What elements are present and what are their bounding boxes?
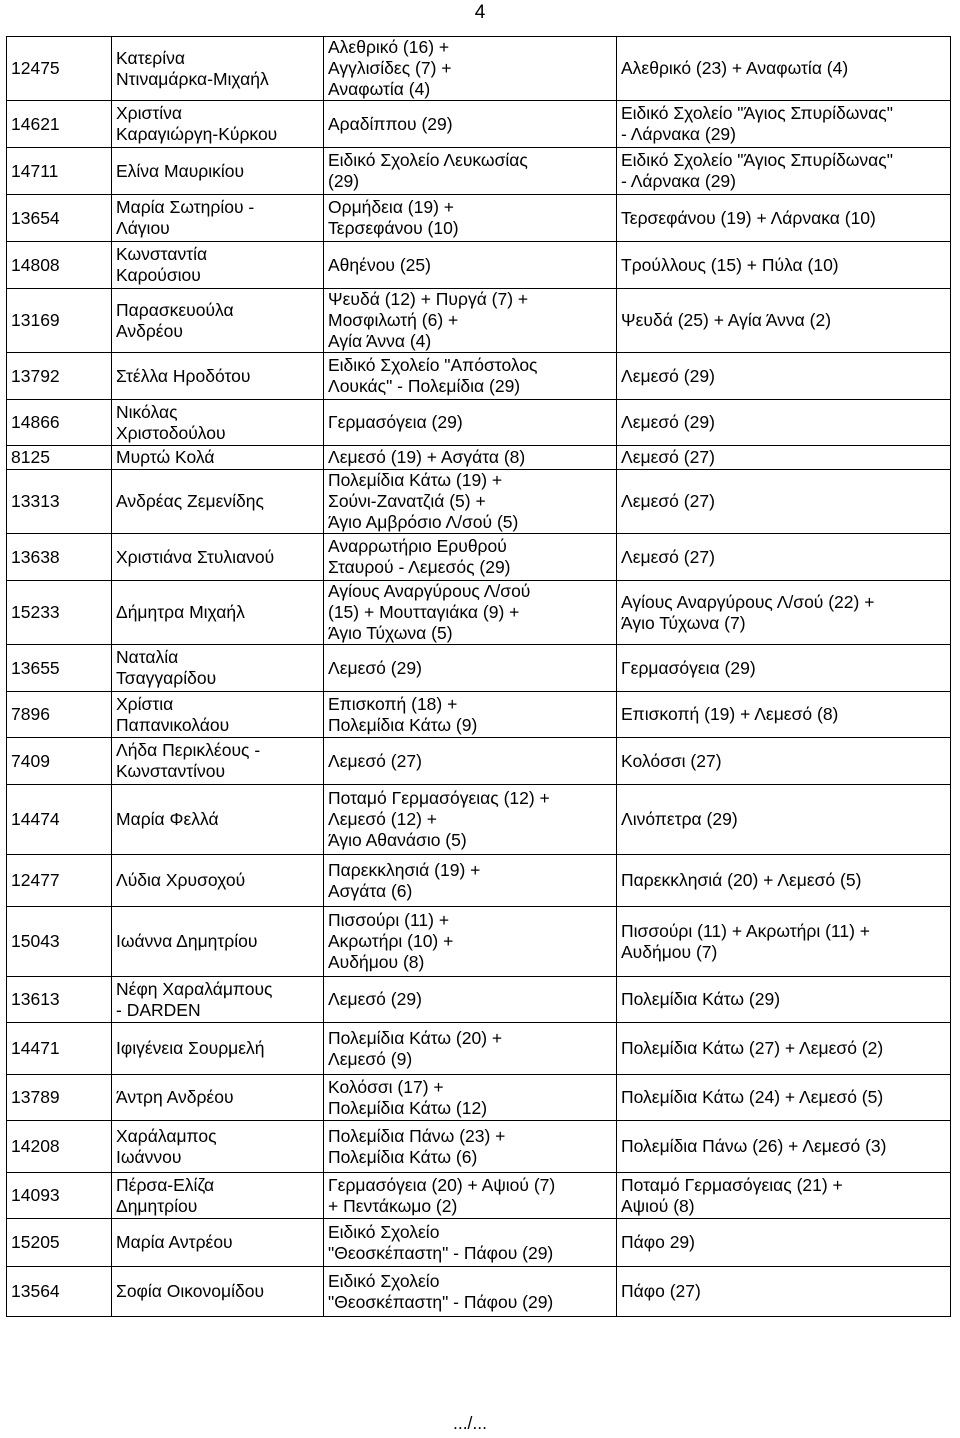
- table-row: [7, 1121, 951, 1173]
- preferred-cell: Γερμασόγεια (29): [617, 645, 951, 692]
- continuation-mark: .../...: [452, 1413, 488, 1433]
- name-cell: Χριστιάνα Στυλιανού: [112, 534, 324, 581]
- code-cell: 14474: [7, 785, 112, 855]
- code-cell: 7409: [7, 738, 112, 785]
- code-cell: 15043: [7, 907, 112, 977]
- preferred-cell: Ψευδά (25) + Αγία Άννα (2): [617, 289, 951, 353]
- preferred-cell: Αγίους Αναργύρους Λ/σού (22) + Άγιο Τύχωνα (7): [617, 581, 951, 645]
- code-cell: 13638: [7, 534, 112, 581]
- name-cell: Λήδα Περικλέους - Κωνσταντίνου: [112, 738, 324, 785]
- preferred-cell: Αλεθρικό (23) + Αναφωτία (4): [617, 37, 951, 101]
- preferred-cell: Λεμεσό (27): [617, 446, 951, 470]
- name-cell: Πέρσα-Ελίζα Δημητρίου: [112, 1173, 324, 1219]
- preferred-cell: Πολεμίδια Κάτω (29): [617, 977, 951, 1023]
- assigned-cell: Ειδικό Σχολείο "Θεοσκέπαστη" - Πάφου (29): [324, 1267, 617, 1317]
- preferred-cell: Ειδικό Σχολείο "Άγιος Σπυρίδωνας" - Λάρνακα (29): [617, 148, 951, 195]
- preferred-cell: Λεμεσό (27): [617, 534, 951, 581]
- table-row: [7, 242, 951, 289]
- assigned-cell: Πολεμίδια Κάτω (20) + Λεμεσό (9): [324, 1023, 617, 1075]
- assigned-cell: Λεμεσό (27): [324, 738, 617, 785]
- assigned-cell: Ψευδά (12) + Πυργά (7) + Μοσφιλωτή (6) + Αγία Άννα (4): [324, 289, 617, 353]
- assigned-cell: Αλεθρικό (16) + Αγγλισίδες (7) + Αναφωτία (4): [324, 37, 617, 101]
- name-cell: Στέλλα Ηροδότου: [112, 353, 324, 400]
- name-cell: Ιφιγένεια Σουρμελή: [112, 1023, 324, 1075]
- table-row: [7, 289, 951, 353]
- preferred-cell: Τερσεφάνου (19) + Λάρνακα (10): [617, 195, 951, 242]
- code-cell: 8125: [7, 446, 112, 470]
- preferred-cell: Πάφο 29): [617, 1219, 951, 1267]
- assigned-cell: Ειδικό Σχολείο "Θεοσκέπαστη" - Πάφου (29): [324, 1219, 617, 1267]
- preferred-cell: Κολόσσι (27): [617, 738, 951, 785]
- assigned-cell: Αναρρωτήριο Ερυθρού Σταυρού - Λεμεσός (29): [324, 534, 617, 581]
- table-row: [7, 37, 951, 101]
- name-cell: Μυρτώ Κολά: [112, 446, 324, 470]
- name-cell: Ιωάννα Δημητρίου: [112, 907, 324, 977]
- table-row: [7, 101, 951, 148]
- page-number: 4: [474, 2, 486, 23]
- code-cell: 14808: [7, 242, 112, 289]
- assigned-cell: Γερμασόγεια (20) + Αψιού (7) + Πεντάκωμο (2): [324, 1173, 617, 1219]
- code-cell: 13654: [7, 195, 112, 242]
- assigned-cell: Κολόσσι (17) + Πολεμίδια Κάτω (12): [324, 1075, 617, 1121]
- code-cell: 13169: [7, 289, 112, 353]
- preferred-cell: Επισκοπή (19) + Λεμεσό (8): [617, 692, 951, 738]
- assigned-cell: Λεμεσό (29): [324, 645, 617, 692]
- assignment-table: [6, 36, 951, 1317]
- name-cell: Χαράλαμπος Ιωάννου: [112, 1121, 324, 1173]
- name-cell: Νέφη Χαραλάμπους - DARDEN: [112, 977, 324, 1023]
- preferred-cell: Λεμεσό (27): [617, 470, 951, 534]
- table-row: [7, 1173, 951, 1219]
- table-row: [7, 400, 951, 446]
- assigned-cell: Πισσούρι (11) + Ακρωτήρι (10) + Αυδήμου (8): [324, 907, 617, 977]
- assigned-cell: Ορμήδεια (19) + Τερσεφάνου (10): [324, 195, 617, 242]
- code-cell: 15205: [7, 1219, 112, 1267]
- preferred-cell: Πολεμίδια Κάτω (27) + Λεμεσό (2): [617, 1023, 951, 1075]
- code-cell: 13655: [7, 645, 112, 692]
- table-body: [7, 37, 951, 1317]
- name-cell: Χρίστια Παπανικολάου: [112, 692, 324, 738]
- preferred-cell: Πισσούρι (11) + Ακρωτήρι (11) + Αυδήμου (7): [617, 907, 951, 977]
- table-row: [7, 1219, 951, 1267]
- code-cell: 12475: [7, 37, 112, 101]
- preferred-cell: Τρούλλους (15) + Πύλα (10): [617, 242, 951, 289]
- name-cell: Σοφία Οικονομίδου: [112, 1267, 324, 1317]
- assigned-cell: Ειδικό Σχολείο "Απόστολος Λουκάς" - Πολεμίδια (29): [324, 353, 617, 400]
- table-row: [7, 148, 951, 195]
- table-row: [7, 785, 951, 855]
- name-cell: Μαρία Σωτηρίου - Λάγιου: [112, 195, 324, 242]
- code-cell: 13792: [7, 353, 112, 400]
- code-cell: 14093: [7, 1173, 112, 1219]
- code-cell: 14471: [7, 1023, 112, 1075]
- name-cell: Μαρία Φελλά: [112, 785, 324, 855]
- assigned-cell: Ποταμό Γερμασόγειας (12) + Λεμεσό (12) + Άγιο Αθανάσιο (5): [324, 785, 617, 855]
- name-cell: Δήμητρα Μιχαήλ: [112, 581, 324, 645]
- assigned-cell: Ειδικό Σχολείο Λευκωσίας (29): [324, 148, 617, 195]
- code-cell: 14208: [7, 1121, 112, 1173]
- table-row: [7, 353, 951, 400]
- assigned-cell: Επισκοπή (18) + Πολεμίδια Κάτω (9): [324, 692, 617, 738]
- preferred-cell: Παρεκκλησιά (20) + Λεμεσό (5): [617, 855, 951, 907]
- preferred-cell: Πάφο (27): [617, 1267, 951, 1317]
- table-row: [7, 195, 951, 242]
- code-cell: 12477: [7, 855, 112, 907]
- code-cell: 13613: [7, 977, 112, 1023]
- preferred-cell: Λεμεσό (29): [617, 353, 951, 400]
- table-row: [7, 855, 951, 907]
- preferred-cell: Πολεμίδια Πάνω (26) + Λεμεσό (3): [617, 1121, 951, 1173]
- table-row: [7, 446, 951, 470]
- preferred-cell: Λεμεσό (29): [617, 400, 951, 446]
- assigned-cell: Πολεμίδια Πάνω (23) + Πολεμίδια Κάτω (6): [324, 1121, 617, 1173]
- table-row: [7, 907, 951, 977]
- code-cell: 14621: [7, 101, 112, 148]
- assigned-cell: Λεμεσό (19) + Ασγάτα (8): [324, 446, 617, 470]
- table-row: [7, 645, 951, 692]
- preferred-cell: Ποταμό Γερμασόγειας (21) + Αψιού (8): [617, 1173, 951, 1219]
- name-cell: Μαρία Αντρέου: [112, 1219, 324, 1267]
- table-row: [7, 692, 951, 738]
- table-row: [7, 534, 951, 581]
- table-row: [7, 977, 951, 1023]
- preferred-cell: Ειδικό Σχολείο "Άγιος Σπυρίδωνας" - Λάρνακα (29): [617, 101, 951, 148]
- code-cell: 13313: [7, 470, 112, 534]
- assigned-cell: Λεμεσό (29): [324, 977, 617, 1023]
- code-cell: 13564: [7, 1267, 112, 1317]
- code-cell: 15233: [7, 581, 112, 645]
- table-row: [7, 1075, 951, 1121]
- assigned-cell: Αθηένου (25): [324, 242, 617, 289]
- code-cell: 14711: [7, 148, 112, 195]
- assigned-cell: Αραδίππου (29): [324, 101, 617, 148]
- name-cell: Λύδια Χρυσοχού: [112, 855, 324, 907]
- assigned-cell: Αγίους Αναργύρους Λ/σού (15) + Μουτταγιάκα (9) + Άγιο Τύχωνα (5): [324, 581, 617, 645]
- name-cell: Ναταλία Τσαγγαρίδου: [112, 645, 324, 692]
- code-cell: 13789: [7, 1075, 112, 1121]
- name-cell: Ανδρέας Ζεμενίδης: [112, 470, 324, 534]
- name-cell: Παρασκευούλα Ανδρέου: [112, 289, 324, 353]
- preferred-cell: Πολεμίδια Κάτω (24) + Λεμεσό (5): [617, 1075, 951, 1121]
- name-cell: Άντρη Ανδρέου: [112, 1075, 324, 1121]
- table-row: [7, 738, 951, 785]
- preferred-cell: Λινόπετρα (29): [617, 785, 951, 855]
- code-cell: 14866: [7, 400, 112, 446]
- code-cell: 7896: [7, 692, 112, 738]
- assigned-cell: Παρεκκλησιά (19) + Ασγάτα (6): [324, 855, 617, 907]
- table-row: [7, 1023, 951, 1075]
- name-cell: Νικόλας Χριστοδούλου: [112, 400, 324, 446]
- name-cell: Κατερίνα Ντιναμάρκα-Μιχαήλ: [112, 37, 324, 101]
- assigned-cell: Πολεμίδια Κάτω (19) + Σούνι-Ζανατζιά (5) + Άγιο Αμβρόσιο Λ/σού (5): [324, 470, 617, 534]
- table-row: [7, 1267, 951, 1317]
- table-row: [7, 581, 951, 645]
- name-cell: Ελίνα Μαυρικίου: [112, 148, 324, 195]
- name-cell: Κωνσταντία Καρούσιου: [112, 242, 324, 289]
- table-row: [7, 470, 951, 534]
- assigned-cell: Γερμασόγεια (29): [324, 400, 617, 446]
- name-cell: Χριστίνα Καραγιώργη-Κύρκου: [112, 101, 324, 148]
